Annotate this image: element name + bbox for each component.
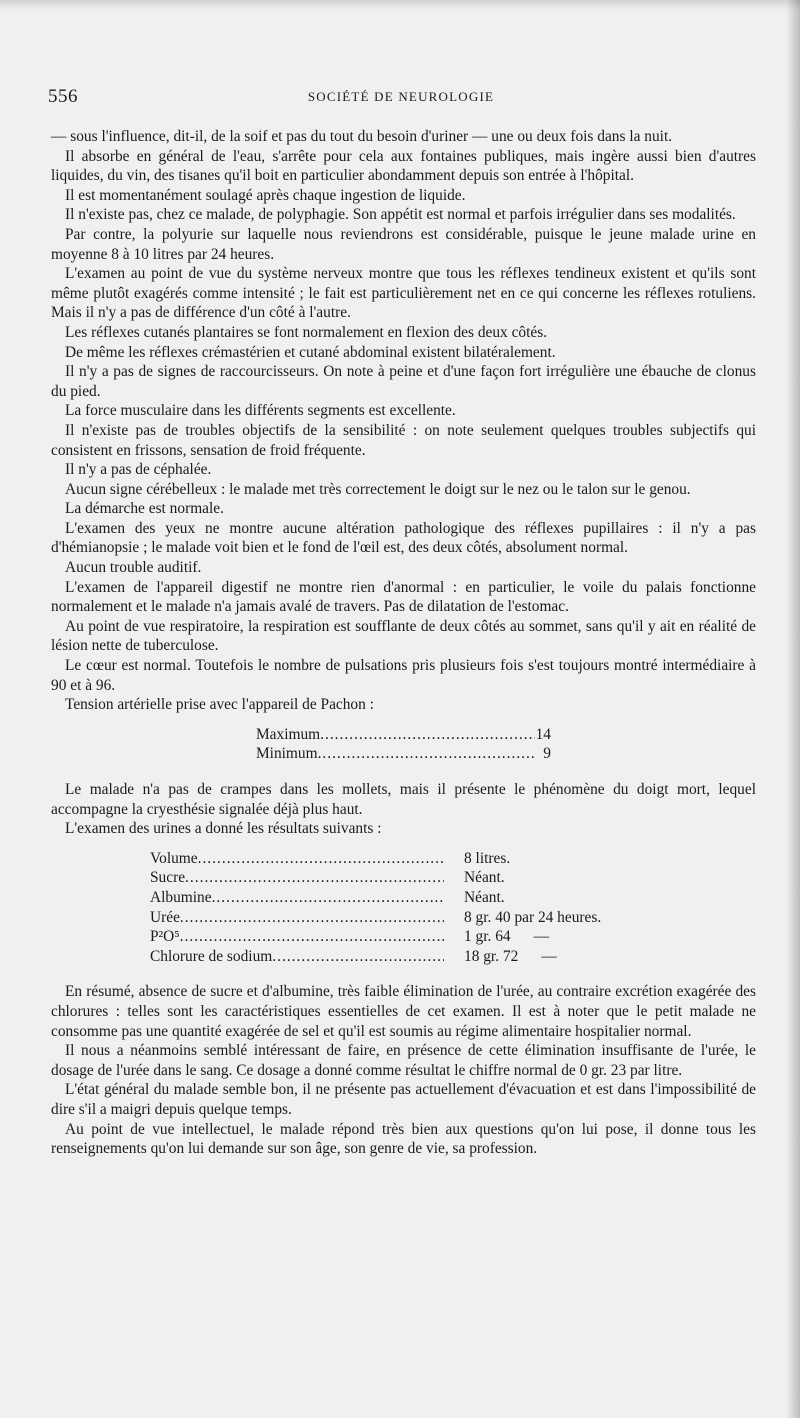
table-row bbox=[150, 908, 756, 928]
tension-value: 9 bbox=[543, 745, 551, 763]
leader-dots bbox=[180, 927, 444, 947]
paragraph: La démarche est normale. bbox=[65, 500, 224, 518]
urine-value: 1 gr. 64 — bbox=[464, 928, 550, 946]
paragraph: Tension artérielle prise avec l'appareil de Pachon : bbox=[65, 696, 374, 714]
paragraph: Il n'existe pas de troubles objectifs de la sensibilité : on note seulement quelques troubles subjectifs qui consistent en frissons, sensation de froid fréquente. bbox=[51, 421, 756, 459]
urine-label: Urée bbox=[150, 908, 180, 926]
paragraph: Il est momentanément soulagé après chaque ingestion de liquide. bbox=[65, 186, 466, 204]
paragraph: Aucun signe cérébelleux : le malade met très correctement le doigt sur le nez ou le talon sur le genou. bbox=[65, 480, 691, 498]
urine-value: 18 gr. 72 — bbox=[464, 947, 557, 965]
leader-dots bbox=[320, 725, 535, 745]
blood-pressure-table bbox=[51, 725, 756, 764]
paragraph: Aucun trouble auditif. bbox=[65, 559, 202, 577]
paragraph: Il n'y a pas de signes de raccourcisseurs. On note à peine et d'une façon fort irrégulière une ébauche de clonus du pied. bbox=[51, 363, 756, 400]
paragraph: La force musculaire dans les différents segments est excellente. bbox=[65, 402, 456, 420]
tension-label: Maximum bbox=[256, 725, 321, 743]
urine-label: Volume bbox=[150, 849, 198, 867]
table-row bbox=[256, 744, 551, 764]
scan-shadow-top bbox=[0, 0, 800, 10]
leader-dots bbox=[198, 849, 444, 869]
running-head: SOCIÉTÉ DE NEUROLOGIE bbox=[307, 89, 495, 104]
urine-label: P²O⁵ bbox=[150, 928, 180, 946]
paragraph: Il absorbe en général de l'eau, s'arrête pour cela aux fontaines publiques, mais ingère aussi bien d'autres liquides, du vin, des tisanes qu'il boit en particulier abondamment depuis son entrée à l'hôpital. bbox=[51, 147, 756, 185]
paragraph: — sous l'influence, dit-il, de la soif et pas du tout du besoin d'uriner — une ou deux fois dans la nuit. bbox=[51, 128, 673, 145]
urine-results-table bbox=[51, 849, 756, 967]
paragraph: Par contre, la polyurie sur laquelle nous reviendrons est considérable, puisque le jeune malade urine en moyenne 8 à 10 litres par 24 heures. bbox=[51, 225, 756, 263]
paragraph: Il n'existe pas, chez ce malade, de polyphagie. Son appétit est normal et parfois irrégulier dans ses modalités. bbox=[65, 206, 736, 224]
body-text bbox=[51, 127, 756, 1159]
paragraph: L'examen des yeux ne montre aucune altération pathologique des réflexes pupillaires : il n'y a pas d'hémianopsie ; le malade voit bien et le fond de l'œil est, des deux côtés, absolument normal. bbox=[51, 519, 756, 557]
page-number: 556 bbox=[48, 86, 78, 107]
table-row bbox=[150, 947, 756, 967]
paragraph: En résumé, absence de sucre et d'albumine, très faible élimination de l'urée, au contraire excrétion exagérée des chlorures : telles sont les caractéristiques essentielles de cet examen. Il est à noter que le petit malade ne consomme pas une quantité exagérée de sel et qu'il est soumis au régime alimentaire hospitalier normal. bbox=[51, 983, 756, 1040]
scan-shadow-right bbox=[786, 0, 800, 1418]
urine-value: 8 gr. 40 par 24 heures. bbox=[464, 908, 602, 926]
urine-label: Albumine bbox=[150, 888, 212, 906]
tension-value: 14 bbox=[535, 725, 551, 743]
paragraph: Au point de vue respiratoire, la respiration est soufflante de deux côtés au sommet, sans qu'il y ait en réalité de lésion nette de tuberculose. bbox=[51, 617, 756, 655]
leader-dots bbox=[180, 908, 444, 928]
paragraph: L'examen de l'appareil digestif ne montre rien d'anormal : en particulier, le voile du palais fonctionne normalement et le malade n'a jamais avalé de travers. Pas de dilatation de l'estomac. bbox=[51, 578, 756, 616]
paragraph: L'examen au point de vue du système nerveux montre que tous les réflexes tendineux existent et qu'ils sont même plutôt exagérés comme intensité ; le fait est particulièrement net en ce qui concerne les réflexes rotuliens. Mais il n'y a pas de différence d'un côté à l'autre. bbox=[51, 265, 756, 322]
paragraph: Le cœur est normal. Toutefois le nombre de pulsations pris plusieurs fois s'est toujours montré intermédiaire à 90 et à 96. bbox=[51, 657, 756, 694]
paragraph: Il nous a néanmoins semblé intéressant de faire, en présence de cette élimination insuffisante de l'urée, le dosage de l'urée dans le sang. Ce dosage a donné comme résultat le chiffre normal de 0 gr. 23 par litre. bbox=[51, 1042, 756, 1079]
urine-value: 8 litres. bbox=[464, 849, 511, 867]
table-row bbox=[150, 868, 756, 888]
tension-label: Minimum bbox=[256, 745, 318, 763]
urine-value: Néant. bbox=[464, 869, 505, 887]
paragraph: Il n'y a pas de céphalée. bbox=[65, 461, 212, 479]
leader-dots bbox=[212, 888, 444, 908]
table-row bbox=[150, 888, 756, 908]
urine-label: Sucre bbox=[150, 869, 186, 887]
table-row bbox=[150, 849, 756, 869]
urine-value: Néant. bbox=[464, 888, 505, 906]
paragraph: L'examen des urines a donné les résultats suivants : bbox=[65, 820, 382, 838]
table-row bbox=[256, 725, 551, 745]
urine-label: Chlorure de sodium bbox=[150, 947, 273, 965]
leader-dots bbox=[185, 868, 444, 888]
leader-dots bbox=[318, 744, 535, 764]
page-header bbox=[48, 86, 754, 108]
paragraph: Les réflexes cutanés plantaires se font normalement en flexion des deux côtés. bbox=[65, 323, 548, 341]
table-row bbox=[150, 927, 756, 947]
paragraph: Au point de vue intellectuel, le malade répond très bien aux questions qu'on lui pose, il donne tous les renseignements qu'on lui demande sur son âge, son genre de vie, sa profession. bbox=[51, 1120, 756, 1158]
paragraph: De même les réflexes crémastérien et cutané abdominal existent bilatéralement. bbox=[65, 343, 556, 361]
leader-dots bbox=[272, 947, 444, 967]
paragraph: L'état général du malade semble bon, il ne présente pas actuellement d'évacuation et est dans l'impossibilité de dire s'il a maigri depuis quelque temps. bbox=[51, 1081, 756, 1118]
paragraph: Le malade n'a pas de crampes dans les mollets, mais il présente le phénomène du doigt mort, lequel accompagne la cryesthésie signalée déjà plus haut. bbox=[51, 781, 756, 818]
